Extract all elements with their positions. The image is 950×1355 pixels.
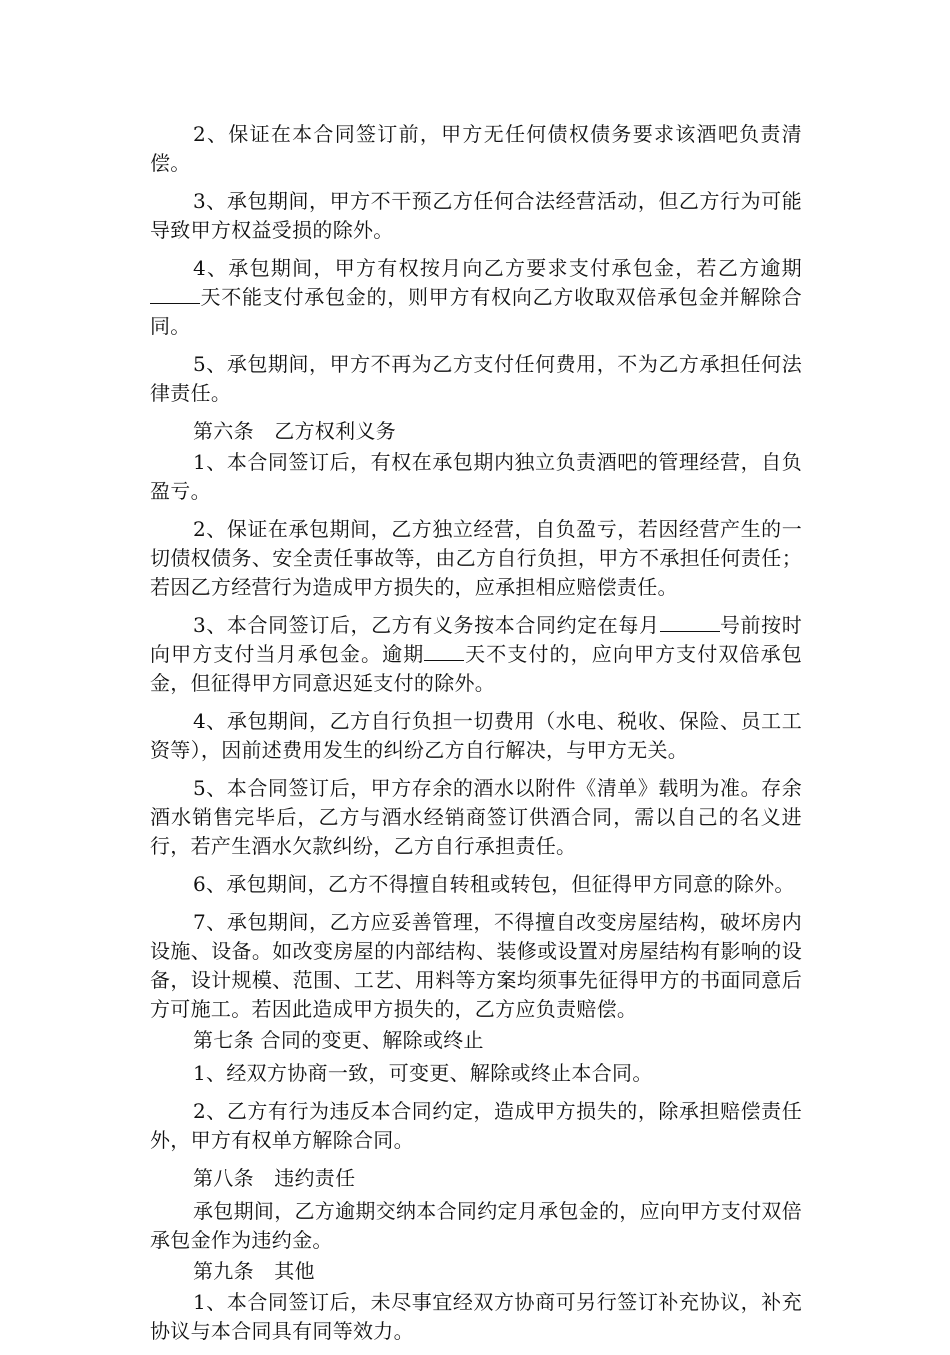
fill-in-blank bbox=[660, 611, 720, 632]
clause-paragraph bbox=[150, 254, 802, 341]
clause-paragraph: 7、承包期间，乙方应妥善管理，不得擅自改变房屋结构，破坏房内设施、设备。如改变房屋的内部结构、装修或设置对房屋结构有影响的设备，设计规模、范围、工艺、用料等方案均须事先征得甲方的书面同意后方可施工。若因此造成甲方损失的，乙方应负责赔偿。 bbox=[150, 910, 802, 1021]
clause-text: 天不能支付承包金的，则甲方有权向乙方收取双倍承包金并解除合同。 bbox=[150, 285, 802, 338]
clause-text: 3、本合同签订后，乙方有义务按本合同约定在每月 bbox=[193, 613, 660, 637]
section-heading: 第九条 其他 bbox=[193, 1259, 315, 1283]
clause-text: 天不支付的，应向甲方支付双倍承包金，但征得甲方同意迟延支付的除外。 bbox=[150, 642, 802, 695]
clause-paragraph: 1、本合同签订后，有权在承包期内独立负责酒吧的管理经营，自负盈亏。 bbox=[150, 450, 802, 503]
clause-paragraph: 1、本合同签订后，未尽事宜经双方协商可另行签订补充协议，补充协议与本合同具有同等效力。 bbox=[150, 1290, 802, 1343]
clause-paragraph: 2、乙方有行为违反本合同约定，造成甲方损失的，除承担赔偿责任外，甲方有权单方解除合同。 bbox=[150, 1099, 802, 1152]
section-heading: 第八条 违约责任 bbox=[193, 1166, 356, 1190]
contract-page bbox=[150, 120, 802, 1355]
clause-paragraph: 2、保证在承包期间，乙方独立经营，自负盈亏，若因经营产生的一切债权债务、安全责任事故等，由乙方自行负担，甲方不承担任何责任；若因乙方经营行为造成甲方损失的，应承担相应赔偿责任。 bbox=[150, 517, 802, 599]
fill-in-blank bbox=[150, 283, 200, 304]
clause-paragraph: 1、经双方协商一致，可变更、解除或终止本合同。 bbox=[193, 1061, 653, 1085]
clause-paragraph: 2、保证在本合同签订前，甲方无任何债权债务要求该酒吧负责清偿。 bbox=[150, 122, 802, 175]
clause-paragraph: 承包期间，乙方逾期交纳本合同约定月承包金的，应向甲方支付双倍承包金作为违约金。 bbox=[150, 1199, 802, 1252]
clause-paragraph: 4、承包期间，乙方自行负担一切费用（水电、税收、保险、员工工资等），因前述费用发生的纠纷乙方自行解决，与甲方无关。 bbox=[150, 709, 802, 762]
section-heading: 第六条 乙方权利义务 bbox=[193, 419, 396, 443]
clause-paragraph: 5、本合同签订后，甲方存余的酒水以附件《清单》载明为准。存余酒水销售完毕后，乙方与酒水经销商签订供酒合同，需以自己的名义进行，若产生酒水欠款纠纷，乙方自行承担责任。 bbox=[150, 776, 802, 858]
clause-paragraph: 3、承包期间，甲方不干预乙方任何合法经营活动，但乙方行为可能导致甲方权益受损的除外。 bbox=[150, 189, 802, 242]
clause-paragraph: 6、承包期间，乙方不得擅自转租或转包，但征得甲方同意的除外。 bbox=[193, 872, 795, 896]
clause-paragraph: 5、承包期间，甲方不再为乙方支付任何费用，不为乙方承担任何法律责任。 bbox=[150, 352, 802, 405]
clause-text: 4、承包期间，甲方有权按月向乙方要求支付承包金，若乙方逾期 bbox=[193, 256, 802, 280]
clause-paragraph bbox=[150, 611, 802, 698]
section-heading: 第七条 合同的变更、解除或终止 bbox=[193, 1028, 484, 1052]
clause-text: 号前按时向甲方支付当月承包金。逾期 bbox=[150, 613, 803, 666]
fill-in-blank bbox=[424, 640, 464, 661]
